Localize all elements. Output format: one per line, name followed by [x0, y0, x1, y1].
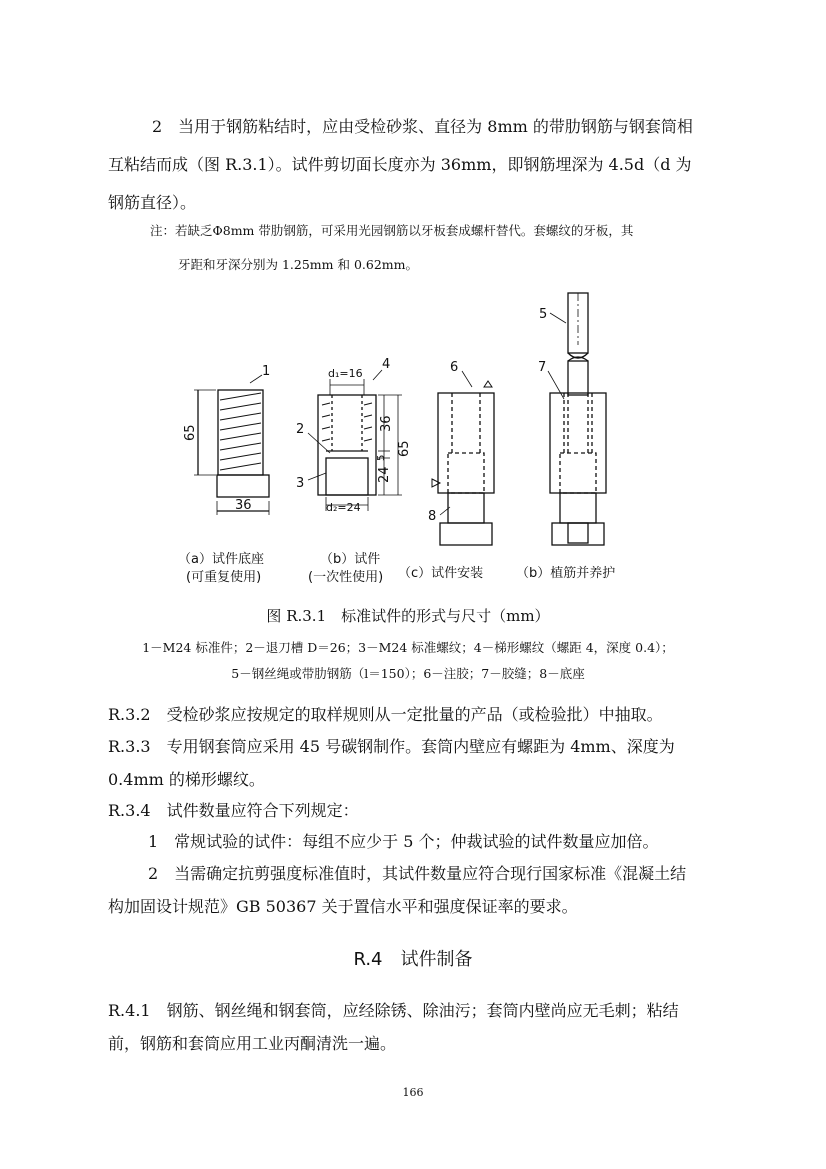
- figure-legend-line: 1－M24 标准件；2－退刀槽 D＝26；3－M24 标准螺纹；4－梯形螺纹（螺距 4，深度 0.4）；: [142, 640, 674, 655]
- subcaption-d: （b）植筋并养护: [516, 566, 616, 581]
- subcaption-c: （c）试件安装: [398, 566, 484, 581]
- note-line: 牙距和牙深分别为 1.25mm 和 0.62mm。: [178, 257, 418, 272]
- dim-36a: 36: [235, 498, 252, 513]
- dim-5: 5: [376, 454, 387, 461]
- clause-r334-item2: 2 当需确定抗剪强度标准值时，其试件数量应符合现行国家标准《混凝土结: [148, 864, 687, 883]
- label-3: 3: [296, 476, 305, 491]
- label-2: 2: [296, 422, 305, 437]
- section-title: R.4 试件制备: [353, 949, 473, 970]
- subcaption-a: （a）试件底座: [178, 552, 264, 567]
- clause-r333: R.3.3 专用钢套筒应采用 45 号碳钢制作。套筒内壁应有螺距为 4mm、深度为: [108, 737, 675, 756]
- clause-r334: R.3.4 试件数量应符合下列规定：: [108, 801, 359, 820]
- label-1: 1: [262, 364, 271, 379]
- clause-r334-item2-cont: 构加固设计规范》GB 50367 关于置信水平和强度保证率的要求。: [108, 897, 578, 916]
- clause-r41: R.4.1 钢筋、钢丝绳和钢套筒，应经除锈、除油污；套筒内壁尚应无毛刺；粘结: [108, 1001, 679, 1020]
- clause-r333-cont: 0.4mm 的梯形螺纹。: [108, 770, 265, 789]
- dim-24: 24: [377, 466, 392, 483]
- figure-caption: 图 R.3.1 标准试件的形式与尺寸（mm）: [266, 607, 550, 625]
- label-8: 8: [428, 509, 437, 524]
- clause-r332: R.3.2 受检砂浆应按规定的取样规则从一定批量的产品（或检验批）中抽取。: [108, 705, 663, 724]
- paragraph-line: 钢筋直径）。: [108, 193, 197, 212]
- label-4: 4: [382, 357, 391, 372]
- paragraph-line: 互粘结而成（图 R.3.1）。试件剪切面长度亦为 36mm，即钢筋埋深为 4.5d（d 为: [108, 155, 692, 174]
- dim-d1: d₁=16: [328, 367, 363, 380]
- dim-65a: 65: [183, 424, 198, 441]
- clause-r334-item1: 1 常规试验的试件：每组不应少于 5 个；仲裁试验的试件数量应加倍。: [148, 832, 659, 851]
- dim-65b: 65: [397, 440, 412, 457]
- paragraph-line: 2 当用于钢筋粘结时，应由受检砂浆、直径为 8mm 的带肋钢筋与钢套筒相: [152, 117, 693, 136]
- dim-36b: 36: [379, 415, 394, 432]
- note-line: 注：若缺乏Φ8mm 带肋钢筋，可采用光园钢筋以牙板套成螺杆替代。套螺纹的牙板，其: [150, 223, 634, 238]
- specimen-figure: [150, 275, 670, 595]
- clause-r41-cont: 前，钢筋和套筒应用工业丙酮清洗一遍。: [108, 1034, 397, 1053]
- subcaption-a-note: (可重复使用): [186, 570, 262, 585]
- subcaption-b-note: (一次性使用): [308, 570, 384, 585]
- label-5: 5: [539, 307, 548, 322]
- label-6: 6: [450, 360, 459, 375]
- figure-legend-line: 5－钢丝绳或带肋钢筋（l＝150）；6－注胶；7－胶缝；8－底座: [231, 666, 585, 681]
- subcaption-b: （b）试件: [320, 552, 381, 567]
- dim-d2: d₂=24: [326, 501, 361, 514]
- label-7: 7: [538, 360, 547, 375]
- page-number: 166: [402, 1086, 424, 1099]
